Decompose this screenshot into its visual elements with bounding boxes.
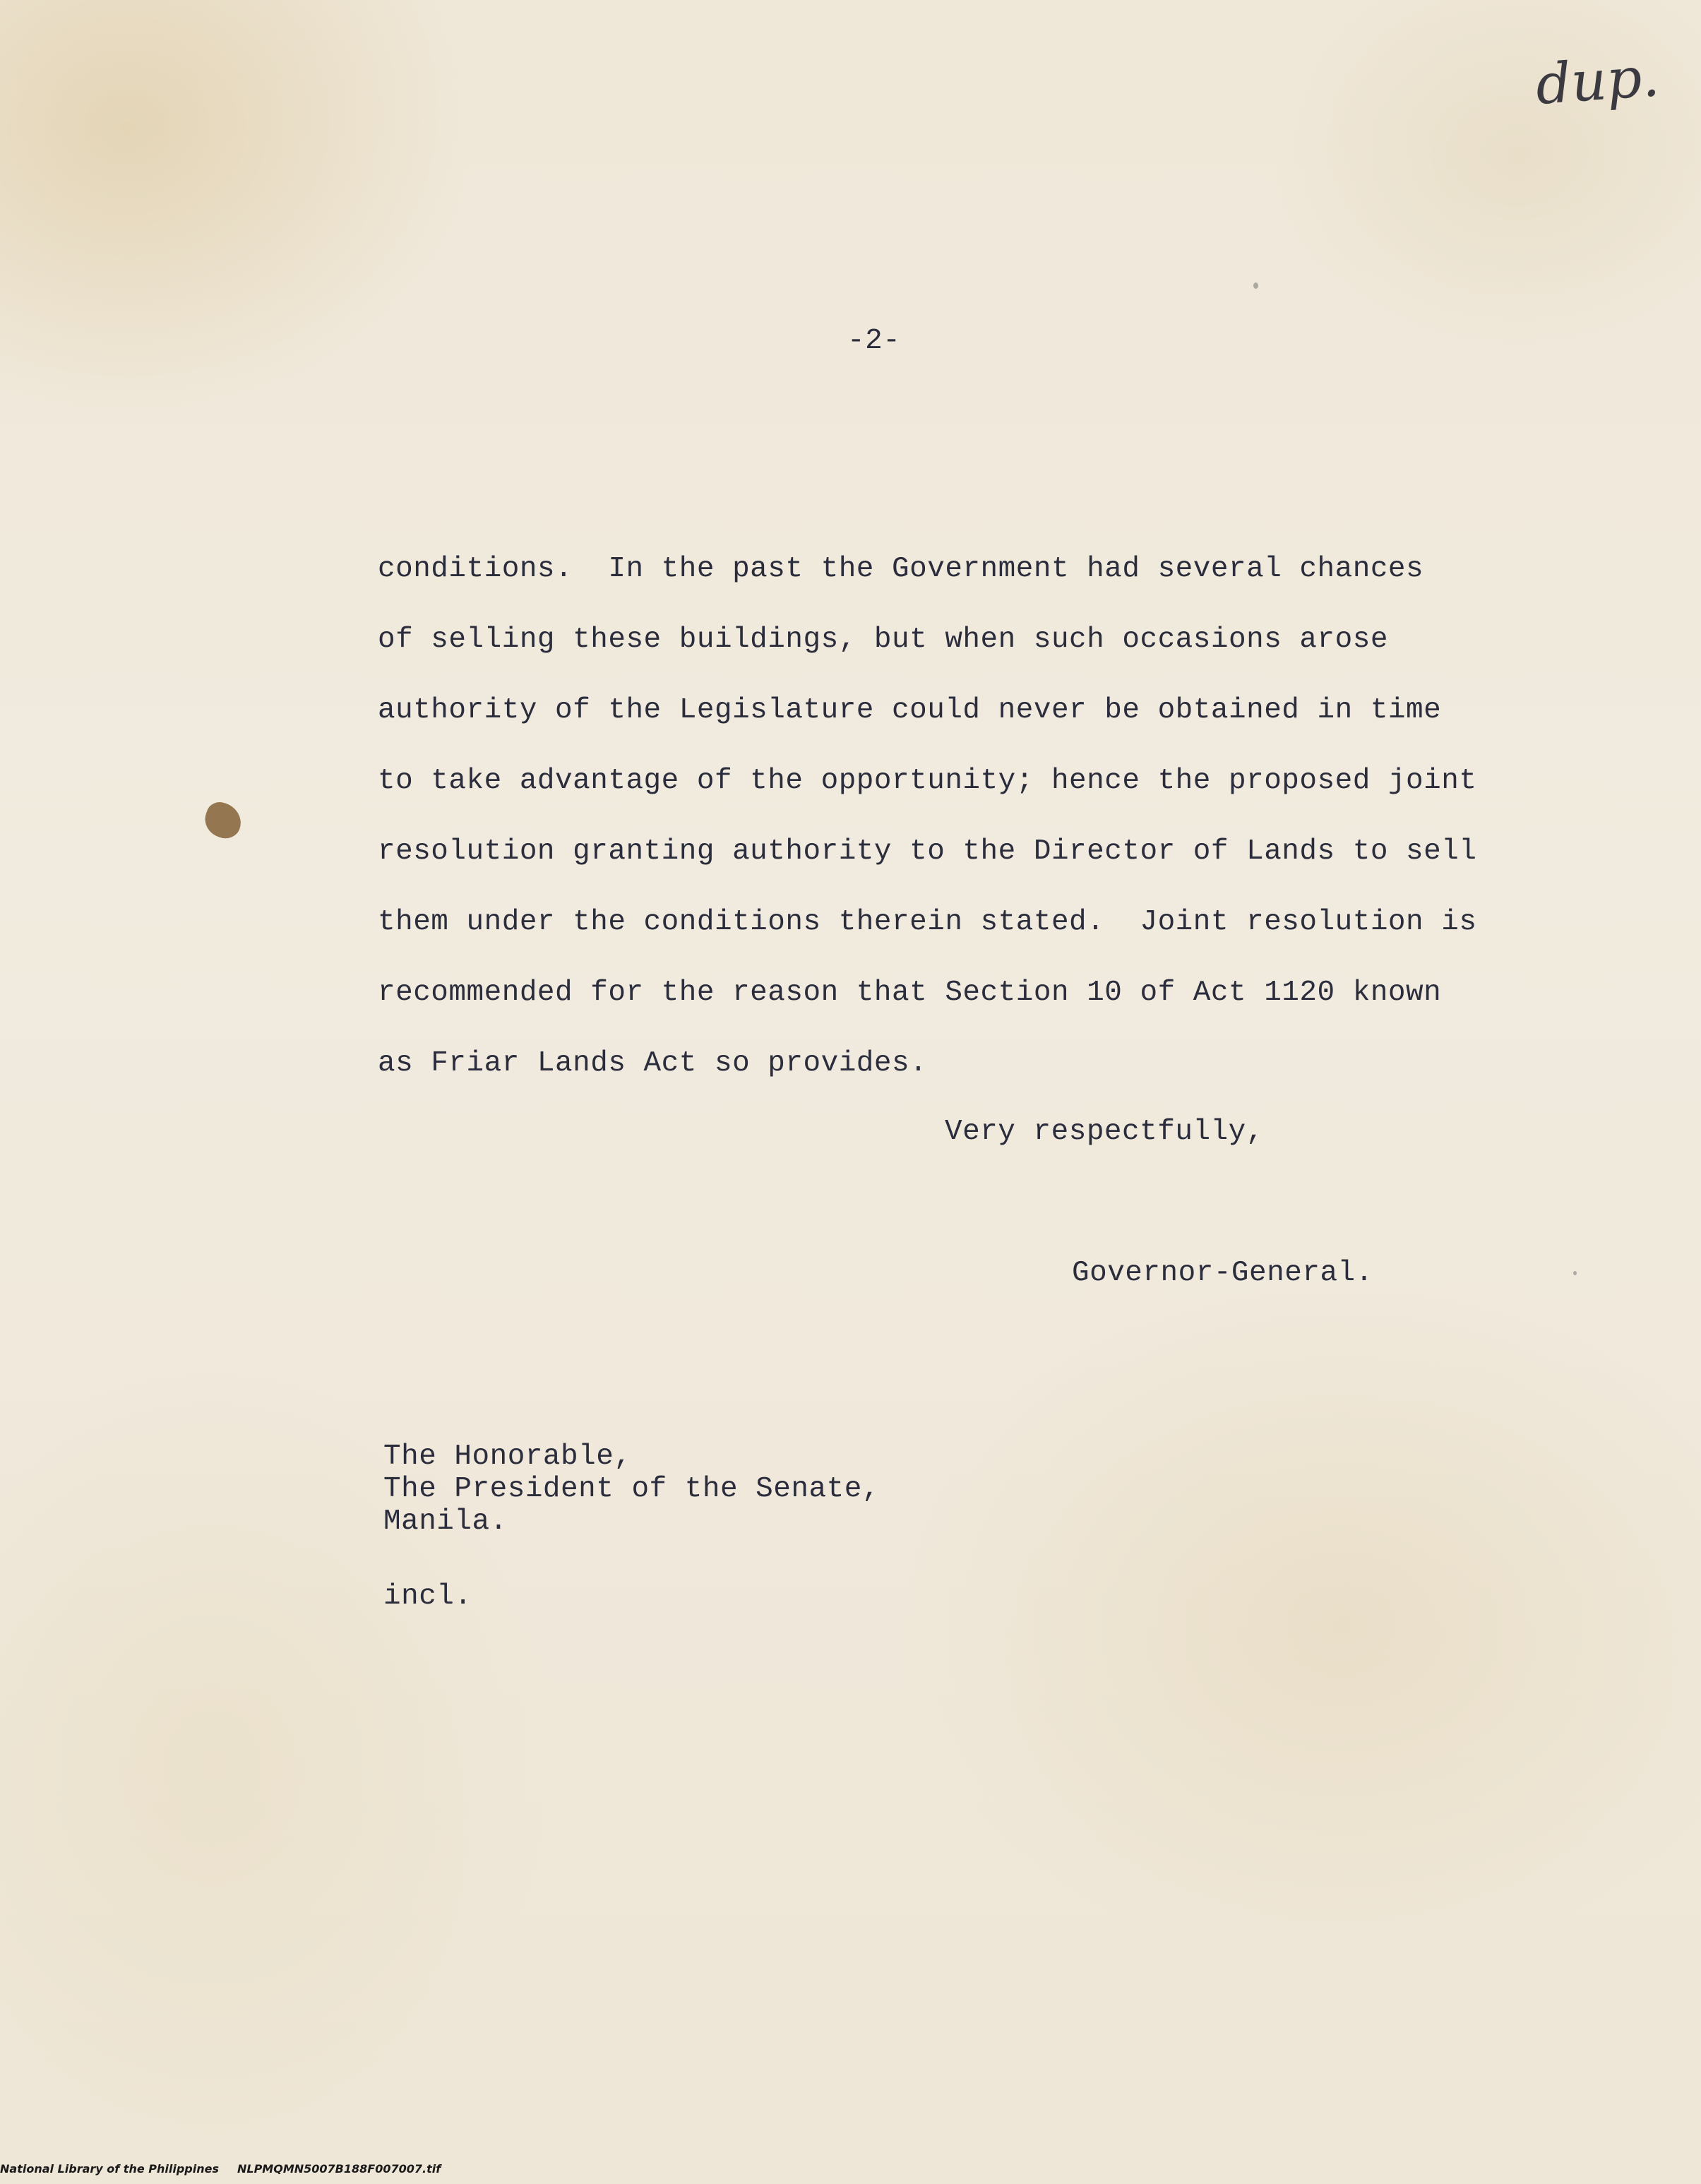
archive-footer [0, 2162, 441, 2176]
footer-file-id: NLPMQMN5007B188F007007.tif [237, 2162, 441, 2176]
body-line: to take advantage of the opportunity; hence the proposed joint [378, 765, 1477, 797]
handwritten-annotation: dup. [1534, 45, 1661, 117]
addressee-line: The Honorable, [383, 1440, 632, 1473]
body-line: conditions. In the past the Government had several chances [378, 553, 1424, 585]
enclosure-note: incl. [383, 1580, 472, 1613]
paper-stain [200, 799, 246, 843]
paper-speck [1573, 1271, 1577, 1275]
page-number: -2- [847, 325, 901, 357]
body-line: recommended for the reason that Section 10 of Act 1120 known [378, 977, 1442, 1009]
signature-title: Governor-General. [1072, 1257, 1373, 1289]
footer-library: National Library of the Philippines [0, 2162, 219, 2176]
body-line: as Friar Lands Act so provides. [378, 1047, 928, 1080]
body-line: authority of the Legislature could never be obtained in time [378, 694, 1442, 727]
addressee-line: Manila. [383, 1505, 508, 1538]
paper-speck [1253, 282, 1258, 289]
complimentary-closing: Very respectfully, [945, 1116, 1264, 1148]
body-line: them under the conditions therein stated. Joint resolution is [378, 906, 1477, 938]
body-line: resolution granting authority to the Director of Lands to sell [378, 835, 1477, 868]
addressee-line: The President of the Senate, [383, 1473, 880, 1505]
body-line: of selling these buildings, but when such occasions arose [378, 623, 1388, 656]
